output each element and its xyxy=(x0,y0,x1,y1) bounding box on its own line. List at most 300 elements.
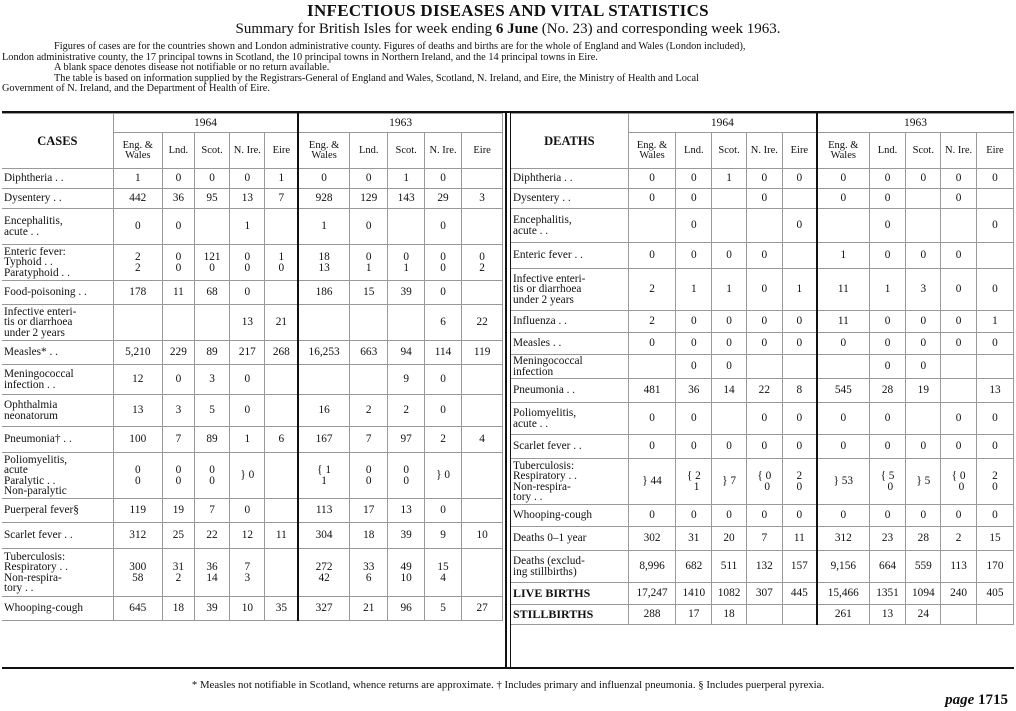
cell-value: 0 xyxy=(403,474,409,487)
row-label-line: Ophthalmia xyxy=(4,399,58,411)
cell-value: 0 xyxy=(690,249,697,261)
col-london: Lnd. xyxy=(676,133,712,169)
cell-value: 268 xyxy=(272,346,290,358)
table-cell xyxy=(350,427,388,453)
row-label-line: acute xyxy=(4,464,28,476)
cell-value: 0 xyxy=(209,463,215,476)
cell-value: 0 xyxy=(209,474,215,487)
table-cell xyxy=(941,505,977,527)
row-label-line: Meningococcal xyxy=(4,368,74,380)
table-cell xyxy=(782,333,817,355)
row-label xyxy=(511,435,628,459)
row-label-line: Paratyphoid . . xyxy=(4,266,70,279)
cell-value: 0 xyxy=(649,249,655,261)
table-cell xyxy=(462,189,503,209)
cell-value: 0 xyxy=(920,509,927,521)
cell-value: 0 xyxy=(955,412,962,424)
table-cell xyxy=(230,245,265,281)
table-cell xyxy=(869,311,906,333)
table-cell xyxy=(350,597,388,621)
table-cell xyxy=(298,453,349,499)
table-row xyxy=(511,435,1014,459)
table-cell xyxy=(976,583,1013,605)
col-n-ireland: N. Ire. xyxy=(746,133,782,169)
cell-value: 119 xyxy=(473,346,491,358)
cell-value: 0 xyxy=(761,337,768,349)
row-label-line: acute . . xyxy=(4,225,40,238)
table-cell xyxy=(869,551,906,583)
cell-value: 312 xyxy=(129,529,147,541)
cell-value: 3 xyxy=(920,283,927,295)
cell-value: 0 xyxy=(440,286,446,298)
row-label-line: Infective enteri- xyxy=(4,305,77,318)
table-cell xyxy=(676,605,712,625)
table-cell xyxy=(869,189,906,209)
cell-value: 7 xyxy=(365,433,372,445)
cell-value: 0 xyxy=(992,172,998,184)
row-label xyxy=(2,209,113,245)
table-cell xyxy=(676,355,712,379)
cell-value: 0 xyxy=(884,337,891,349)
cell-value: 307 xyxy=(755,587,773,599)
col-london: Lnd. xyxy=(162,133,194,169)
table-row xyxy=(2,305,503,341)
cell-value: 7 xyxy=(278,192,285,204)
table-cell xyxy=(113,427,162,453)
row-label xyxy=(511,169,628,189)
table-cell xyxy=(628,355,676,379)
cell-value: 24 xyxy=(917,608,929,620)
cell-value: 167 xyxy=(315,433,333,445)
table-cell xyxy=(628,583,676,605)
cell-value: 0 xyxy=(175,220,182,232)
table-cell xyxy=(388,549,424,597)
cell-value: 0 xyxy=(796,337,803,349)
row-label-line: Measles . . xyxy=(513,337,562,350)
table-cell xyxy=(941,243,977,269)
table-cell xyxy=(162,305,194,341)
table-cell xyxy=(628,551,676,583)
row-label-line: Non-paralytic xyxy=(4,485,67,497)
cell-value: 31 xyxy=(172,560,185,573)
row-label xyxy=(511,311,628,333)
cell-value: 132 xyxy=(755,560,773,572)
table-cell xyxy=(628,333,676,355)
cell-value: } 0 xyxy=(436,469,450,481)
cell-value: 29 xyxy=(437,192,449,204)
table-row xyxy=(511,379,1014,403)
table-cell xyxy=(746,551,782,583)
cell-value: 1094 xyxy=(912,587,935,599)
row-label-line: neonatorum xyxy=(4,409,58,422)
cell-value: 0 xyxy=(955,192,962,204)
table-cell xyxy=(906,605,941,625)
cell-value: 0 xyxy=(992,440,998,452)
cell-value: 23 xyxy=(881,532,894,544)
table-cell xyxy=(782,435,817,459)
cell-value: 95 xyxy=(206,192,218,204)
cell-value: { 0 xyxy=(951,469,966,482)
table-cell xyxy=(628,505,676,527)
table-cell xyxy=(817,169,869,189)
cell-value: 0 xyxy=(690,440,697,452)
row-label xyxy=(511,459,628,505)
table-cell xyxy=(746,459,782,505)
table-cell xyxy=(162,597,194,621)
table-cell xyxy=(424,453,461,499)
table-cell xyxy=(424,523,461,549)
table-cell xyxy=(350,189,388,209)
cell-value: 13 xyxy=(400,504,412,516)
cell-value: 0 xyxy=(209,261,215,274)
cell-value: 0 xyxy=(955,315,962,327)
cell-value: 2 xyxy=(175,571,182,584)
cell-value: 0 xyxy=(365,250,372,263)
table-cell xyxy=(265,281,298,305)
cell-value: 240 xyxy=(950,587,968,599)
cell-value: 0 xyxy=(881,480,894,493)
cell-value: 10 xyxy=(400,571,412,584)
table-cell xyxy=(746,403,782,435)
cell-value: 0 xyxy=(992,337,998,349)
cell-value: 0 xyxy=(244,261,251,274)
table-cell xyxy=(817,379,869,403)
table-cell xyxy=(941,169,977,189)
row-label-line: tis or diarrhoea xyxy=(4,316,73,329)
cell-value: 1 xyxy=(726,283,732,295)
table-cell xyxy=(298,209,349,245)
table-cell xyxy=(265,523,298,549)
table-cell xyxy=(113,281,162,305)
cell-value: 18 xyxy=(172,602,185,614)
subtitle xyxy=(0,21,1016,38)
cell-value: 0 xyxy=(840,509,847,521)
row-label-line: Enteric fever: xyxy=(4,245,66,258)
table-cell xyxy=(817,605,869,625)
table-cell xyxy=(782,403,817,435)
cell-value: 12 xyxy=(241,529,253,541)
cell-value: 2 xyxy=(440,433,446,445)
cell-value: { 5 xyxy=(880,469,895,482)
cell-value: 14 xyxy=(206,571,218,584)
cell-value: 0 xyxy=(920,315,927,327)
table-cell xyxy=(817,243,869,269)
table-cell xyxy=(976,379,1013,403)
table-cell xyxy=(113,499,162,523)
table-cell xyxy=(782,269,817,311)
table-cell xyxy=(388,341,424,365)
table-cell xyxy=(906,435,941,459)
row-label xyxy=(511,379,628,403)
table-cell xyxy=(712,435,747,459)
cell-value: 928 xyxy=(315,192,333,204)
cell-value: 0 xyxy=(758,480,770,493)
cell-value: 1 xyxy=(403,261,409,274)
table-cell xyxy=(782,243,817,269)
cell-value: 1 xyxy=(321,474,327,487)
col-london: Lnd. xyxy=(350,133,388,169)
row-label xyxy=(511,551,628,583)
cell-value: 0 xyxy=(278,261,285,274)
table-cell xyxy=(298,189,349,209)
table-cell xyxy=(712,243,747,269)
table-cell xyxy=(388,209,424,245)
cell-value: 0 xyxy=(761,192,768,204)
table-cell xyxy=(782,505,817,527)
cell-value: 0 xyxy=(920,440,927,452)
cell-value: 0 xyxy=(690,412,697,424)
deaths-body xyxy=(511,169,1014,625)
cell-value: 0 xyxy=(884,192,891,204)
table-cell xyxy=(424,209,461,245)
row-label-line: Non-respira- xyxy=(513,480,571,493)
table-row xyxy=(511,527,1014,551)
col-scotland: Scot. xyxy=(194,133,229,169)
cell-value: } 7 xyxy=(722,475,737,487)
table-cell xyxy=(388,245,424,281)
table-row xyxy=(511,209,1014,243)
table-cell xyxy=(350,365,388,395)
table-cell xyxy=(817,583,869,605)
cell-value: 0 xyxy=(244,172,251,184)
cell-value: 1410 xyxy=(682,587,706,599)
cell-value: 2 xyxy=(796,469,803,482)
col-eire: Eire xyxy=(782,133,817,169)
table-row xyxy=(2,395,503,427)
cell-value: 2 xyxy=(479,261,485,274)
cell-value: 2 xyxy=(649,315,655,327)
table-cell xyxy=(265,365,298,395)
cell-value: 2 xyxy=(134,250,141,263)
table-cell xyxy=(746,269,782,311)
row-label xyxy=(2,523,113,549)
table-cell xyxy=(976,243,1013,269)
table-cell xyxy=(265,305,298,341)
row-label xyxy=(2,499,113,523)
cell-value: 3 xyxy=(244,571,251,584)
cell-value: 19 xyxy=(917,384,929,396)
cell-value: 13 xyxy=(241,192,253,204)
cell-value: 0 xyxy=(726,360,732,372)
cell-value: 327 xyxy=(315,602,333,614)
table-cell xyxy=(462,341,503,365)
table-cell xyxy=(746,605,782,625)
cell-value: 2 xyxy=(365,404,372,416)
table-row xyxy=(511,355,1014,379)
cell-value: 481 xyxy=(643,384,661,396)
table-cell xyxy=(676,551,712,583)
row-label-line: Paralytic . . xyxy=(4,474,56,487)
table-cell xyxy=(676,189,712,209)
table-cell xyxy=(746,311,782,333)
table-cell xyxy=(712,311,747,333)
cell-value: 405 xyxy=(986,587,1004,599)
table-cell xyxy=(162,427,194,453)
row-label xyxy=(511,505,628,527)
table-cell xyxy=(869,403,906,435)
cell-value: 0 xyxy=(440,220,446,232)
row-label-line: Encephalitis, xyxy=(4,215,63,227)
cell-value: } 44 xyxy=(642,475,662,487)
cell-value: 261 xyxy=(834,608,852,620)
table-cell xyxy=(676,435,712,459)
cell-value: 2 xyxy=(955,532,962,544)
cell-value: 0 xyxy=(440,261,446,274)
cell-value: 0 xyxy=(440,250,446,263)
cell-value: 0 xyxy=(175,172,182,184)
cell-value: 0 xyxy=(244,504,251,516)
table-cell xyxy=(712,333,747,355)
cell-value: 36 xyxy=(172,192,185,204)
row-label-line: Deaths (exclud- xyxy=(513,555,585,567)
col-scotland: Scot. xyxy=(388,133,424,169)
table-cell xyxy=(230,365,265,395)
row-label-line: Respiratory . . xyxy=(513,470,578,482)
cell-value: 663 xyxy=(360,346,378,358)
cell-value: 0 xyxy=(649,172,655,184)
subtitle-date: 6 June xyxy=(495,21,538,37)
row-label-line: Dysentery . . xyxy=(4,192,62,205)
cell-value: 22 xyxy=(758,384,770,396)
cell-value: 0 xyxy=(884,509,891,521)
table-cell xyxy=(976,505,1013,527)
table-cell xyxy=(462,395,503,427)
cell-value: 0 xyxy=(365,474,372,487)
cell-value: 0 xyxy=(884,249,891,261)
cell-value: 664 xyxy=(879,560,896,572)
deaths-table xyxy=(511,113,1014,625)
table-cell xyxy=(941,209,977,243)
table-cell xyxy=(941,403,977,435)
table-cell xyxy=(906,209,941,243)
table-cell xyxy=(712,551,747,583)
cell-value: } 53 xyxy=(833,475,854,487)
table-cell xyxy=(676,311,712,333)
row-label xyxy=(511,333,628,355)
cell-value: } 5 xyxy=(916,475,931,487)
cell-value: } 0 xyxy=(240,469,255,481)
page-number xyxy=(945,692,1008,709)
explanatory-notes xyxy=(2,42,1014,95)
row-label xyxy=(511,355,628,379)
subtitle-prefix: Summary for British Isles for week ending xyxy=(235,21,493,37)
table-cell xyxy=(298,245,349,281)
cell-value: 0 xyxy=(955,337,962,349)
cell-value: 0 xyxy=(955,172,962,184)
table-cell xyxy=(628,459,676,505)
table-cell xyxy=(265,549,298,597)
row-label-line: Poliomyelitis, xyxy=(4,453,68,466)
cell-value: 0 xyxy=(175,373,182,385)
cell-value: 0 xyxy=(840,440,847,452)
cell-value: 0 xyxy=(726,249,732,261)
table-row xyxy=(511,605,1014,625)
cell-value: 2 xyxy=(649,283,655,295)
cases-body xyxy=(2,169,503,621)
table-cell xyxy=(906,333,941,355)
row-label-line: Enteric fever . . xyxy=(513,249,583,262)
row-label-line: acute . . xyxy=(513,417,549,430)
table-cell xyxy=(628,169,676,189)
col-london: Lnd. xyxy=(869,133,906,169)
table-cell xyxy=(712,189,747,209)
cell-value: 312 xyxy=(834,532,852,544)
row-label xyxy=(511,243,628,269)
col-n-ireland: N. Ire. xyxy=(230,133,265,169)
cell-value: 11 xyxy=(172,286,184,298)
col-scotland: Scot. xyxy=(906,133,941,169)
cell-value: 0 xyxy=(761,249,768,261)
row-label xyxy=(511,605,628,625)
cell-value: 0 xyxy=(690,337,697,349)
table-cell xyxy=(869,209,906,243)
table-cell xyxy=(628,311,676,333)
cell-value: 0 xyxy=(690,509,697,521)
table-cell xyxy=(162,523,194,549)
table-cell xyxy=(869,169,906,189)
cell-value: 0 xyxy=(884,360,891,372)
cell-value: { 0 xyxy=(757,469,772,482)
cell-value: 11 xyxy=(837,283,849,295)
table-cell xyxy=(230,499,265,523)
table-cell xyxy=(712,583,747,605)
table-cell xyxy=(817,333,869,355)
table-cell xyxy=(782,459,817,505)
cell-value: 42 xyxy=(318,571,330,584)
table-cell xyxy=(162,209,194,245)
cell-value: 0 xyxy=(992,219,998,231)
table-cell xyxy=(230,281,265,305)
cell-value: 19 xyxy=(172,504,185,516)
table-cell xyxy=(265,395,298,427)
cell-value: 0 xyxy=(920,360,927,372)
table-cell xyxy=(230,341,265,365)
cell-value: 22 xyxy=(206,529,218,541)
table-cell xyxy=(194,453,229,499)
cell-value: 94 xyxy=(400,346,412,358)
cell-value: 0 xyxy=(649,412,655,424)
table-cell xyxy=(462,453,503,499)
table-cell xyxy=(113,305,162,341)
table-cell xyxy=(782,209,817,243)
table-cell xyxy=(941,435,977,459)
table-cell xyxy=(712,269,747,311)
table-cell xyxy=(230,395,265,427)
table-cell xyxy=(424,189,461,209)
cell-value: 300 xyxy=(129,560,147,573)
cell-value: 0 xyxy=(209,172,215,184)
table-cell xyxy=(782,605,817,625)
cell-value: 0 xyxy=(920,337,927,349)
table-cell xyxy=(388,281,424,305)
col-eng-wales: Eng. & Wales xyxy=(628,133,676,169)
page-title: INFECTIOUS DISEASES AND VITAL STATISTICS xyxy=(307,1,709,20)
table-cell xyxy=(162,341,194,365)
cell-value: 0 xyxy=(952,480,965,493)
table-cell xyxy=(712,505,747,527)
cell-value: 0 xyxy=(884,440,891,452)
cell-value: 17,247 xyxy=(636,587,668,599)
table-row xyxy=(2,597,503,621)
row-label xyxy=(511,269,628,311)
table-cell xyxy=(424,395,461,427)
table-cell xyxy=(194,523,229,549)
table-cell xyxy=(424,365,461,395)
table-cell xyxy=(782,169,817,189)
table-cell xyxy=(628,403,676,435)
table-cell xyxy=(230,189,265,209)
table-cell xyxy=(230,453,265,499)
